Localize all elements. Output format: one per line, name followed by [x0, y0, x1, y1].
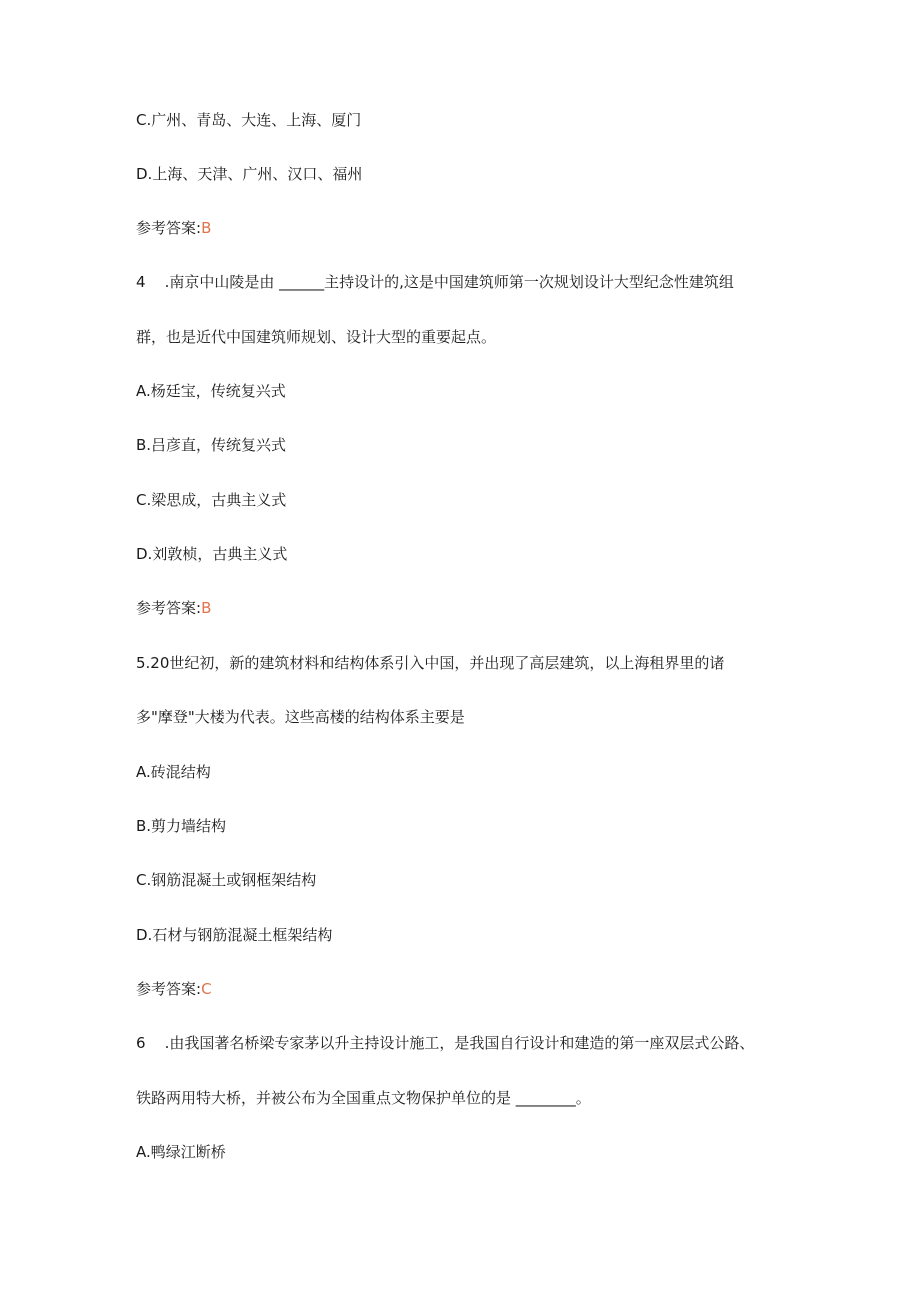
- q6-option-a: A.鸭绿江断桥: [136, 1143, 226, 1161]
- q4-option-d: D.刘敦桢，古典主义式: [136, 545, 288, 563]
- answer-label: 参考答案:: [136, 219, 202, 237]
- q5-option-a: A.砖混结构: [136, 763, 211, 781]
- q5-option-c: C.钢筋混凝土或钢框架结构: [136, 871, 317, 889]
- q6-stem-line2: 铁路两用特大桥，并被公布为全国重点文物保护单位的是 ________。: [136, 1089, 591, 1107]
- q4-option-b: B.吕彦直，传统复兴式: [136, 436, 287, 454]
- q5-option-b: B.剪力墙结构: [136, 817, 227, 835]
- q3-option-c: C.广州、青岛、大连、上海、厦门: [136, 111, 362, 129]
- q3-answer: [136, 218, 211, 238]
- q6-stem-line1: 6 .由我国著名桥梁专家茅以升主持设计施工，是我国自行设计和建造的第一座双层式公路、: [136, 1034, 755, 1052]
- q4-option-c: C.梁思成，古典主义式: [136, 491, 287, 509]
- q4-stem-line1: 4 .南京中山陵是由 ______主持设计的,这是中国建筑师第一次规划设计大型纪念性建筑组: [136, 273, 734, 291]
- answer-value: B: [201, 599, 212, 617]
- answer-value: B: [201, 219, 212, 237]
- q5-stem-line2: 多"摩登"大楼为代表。这些高楼的结构体系主要是: [136, 708, 465, 726]
- q4-stem-line2: 群，也是近代中国建筑师规划、设计大型的重要起点。: [136, 328, 497, 346]
- q3-option-d: D.上海、天津、广州、汉口、福州: [136, 165, 363, 183]
- q5-stem-line1: 5.20世纪初，新的建筑材料和结构体系引入中国，并出现了高层建筑，以上海租界里的诸: [136, 654, 725, 672]
- q4-option-a: A.杨廷宝，传统复兴式: [136, 382, 286, 400]
- q5-option-d: D.石材与钢筋混凝土框架结构: [136, 926, 333, 944]
- answer-value: C: [201, 980, 212, 998]
- answer-label: 参考答案:: [136, 599, 202, 617]
- answer-label: 参考答案:: [136, 980, 202, 998]
- q5-answer: [136, 979, 212, 999]
- q4-answer: [136, 598, 211, 618]
